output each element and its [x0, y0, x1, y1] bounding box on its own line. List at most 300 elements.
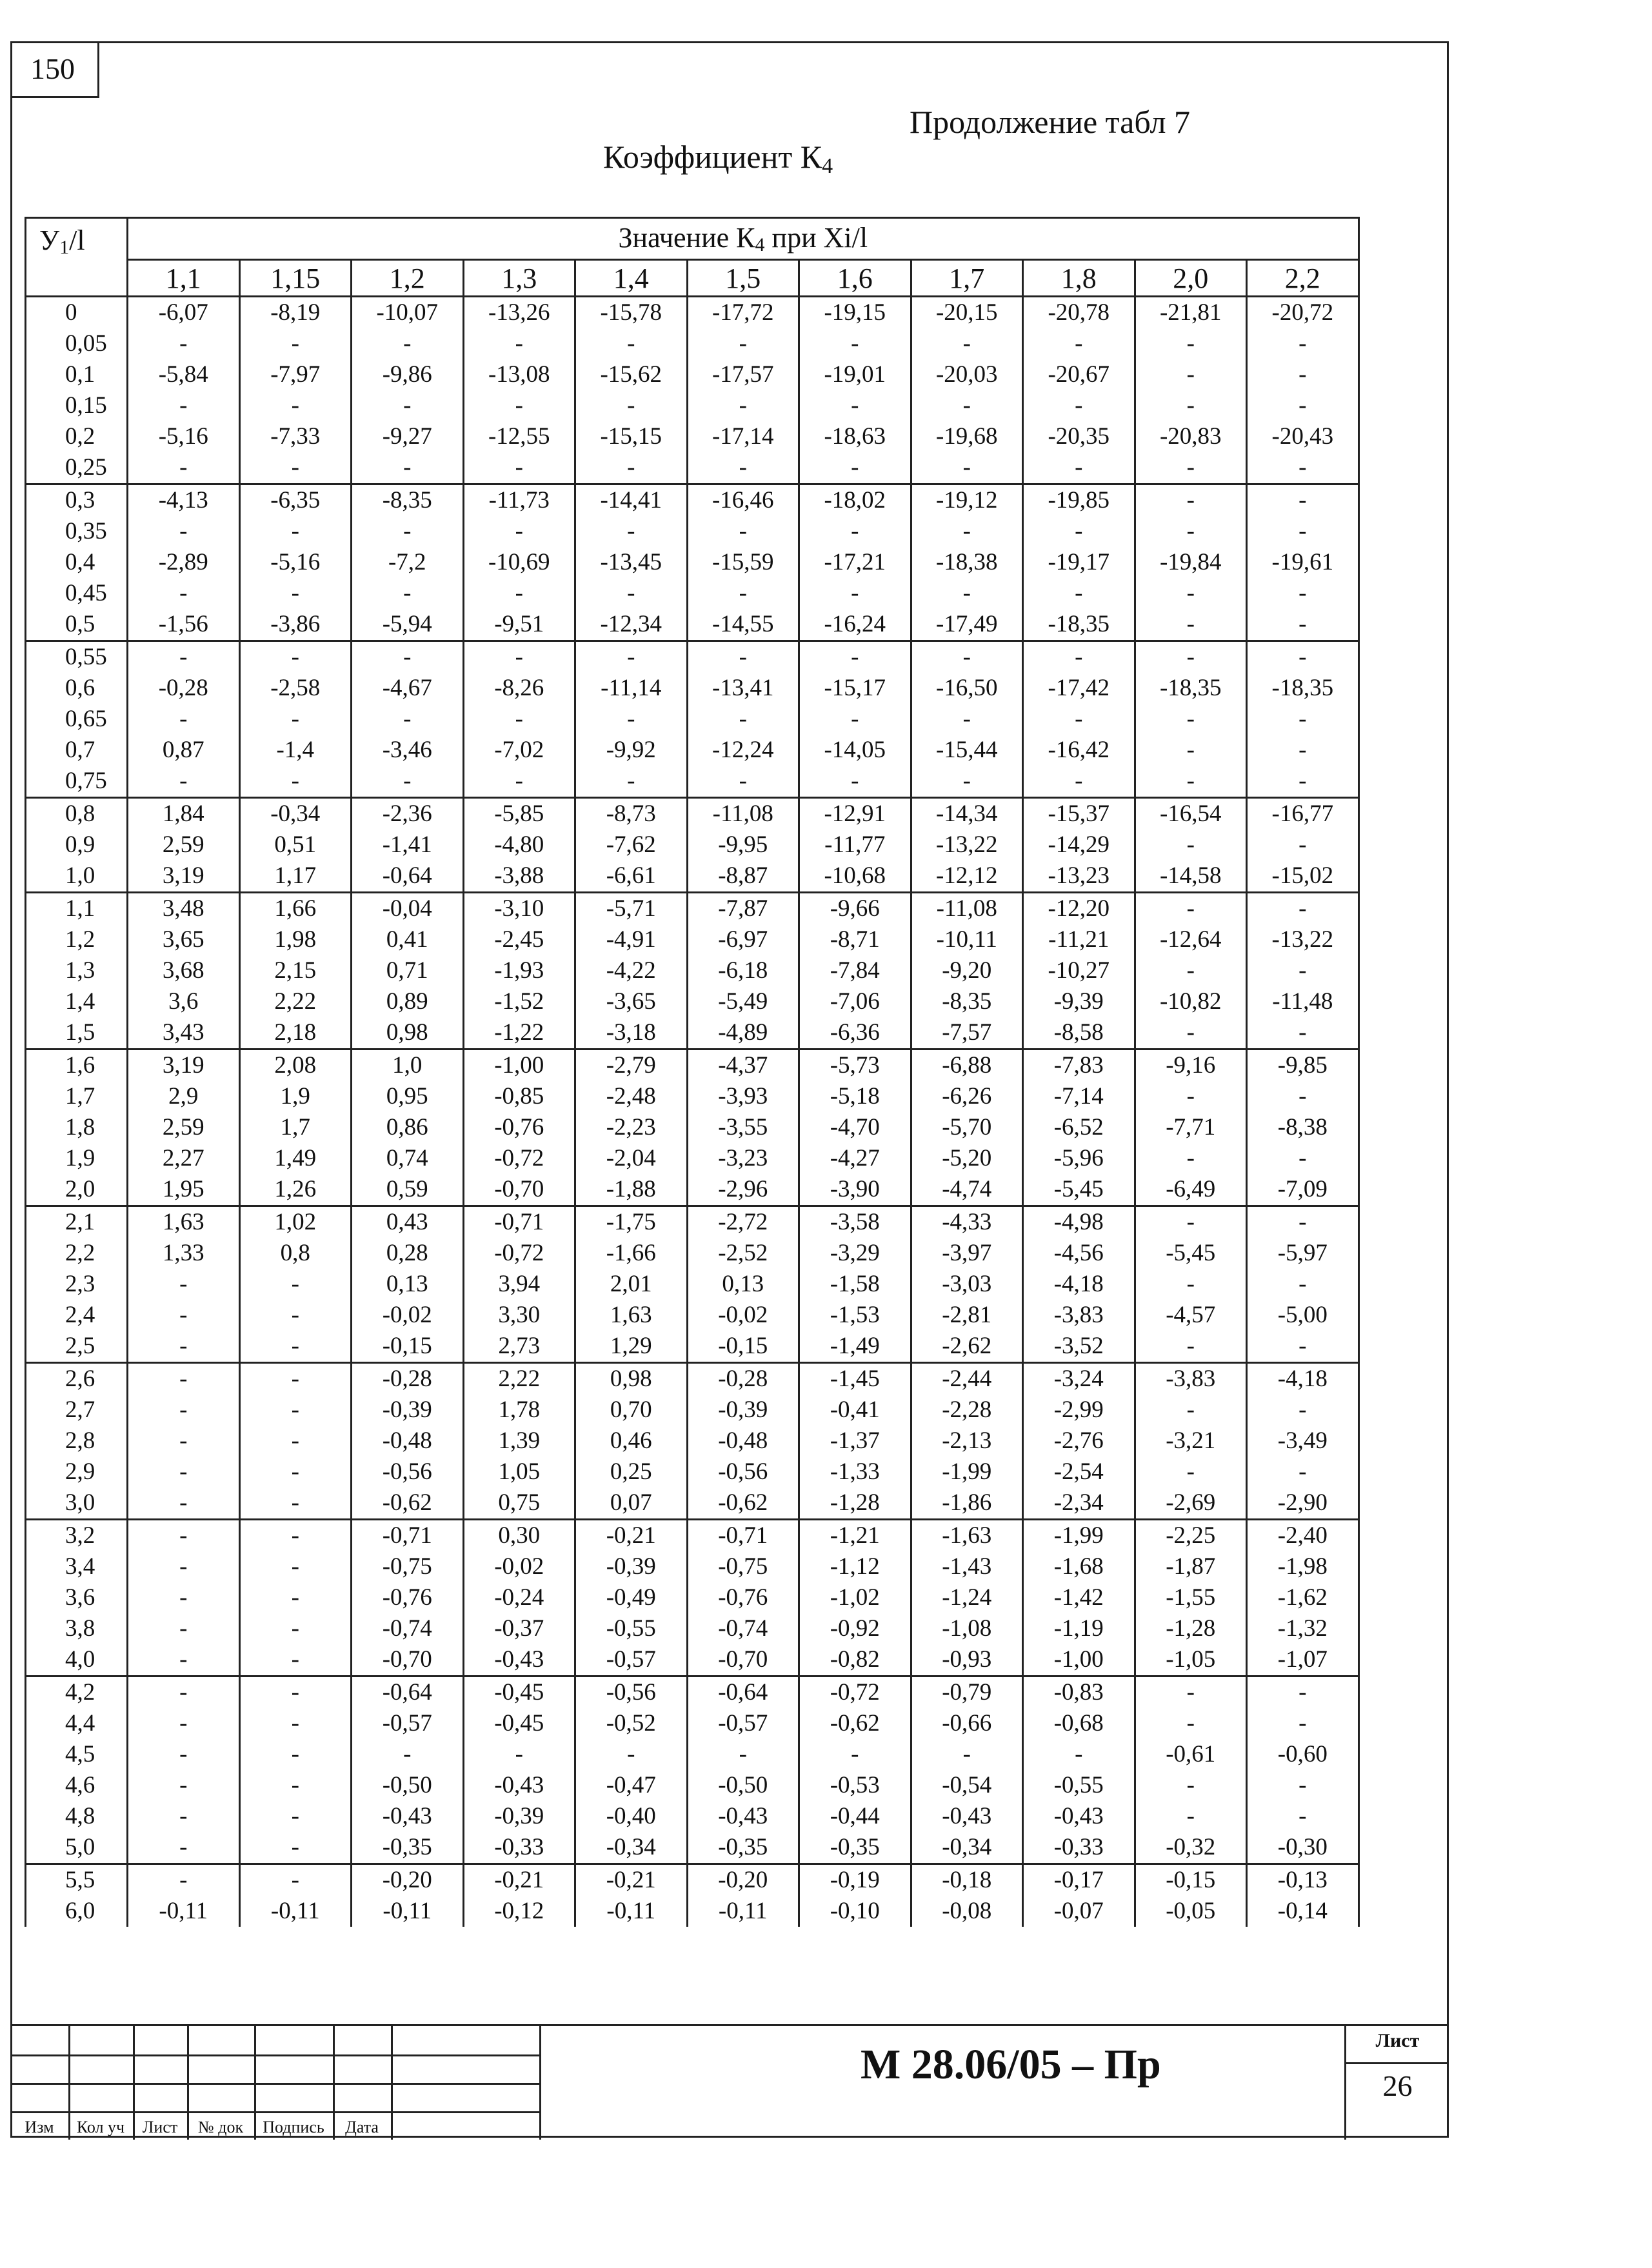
- k4-value-cell: -: [1247, 1331, 1359, 1363]
- k4-value-cell: -0,43: [463, 1770, 575, 1801]
- k4-value-cell: -1,32: [1247, 1613, 1359, 1644]
- k4-value-cell: -4,80: [463, 830, 575, 860]
- k4-value-cell: -: [352, 704, 464, 735]
- k4-value-cell: 1,33: [128, 1238, 240, 1269]
- k4-value-cell: -21,81: [1135, 297, 1247, 329]
- k4-value-cell: -: [128, 704, 240, 735]
- y-value-cell: 0,65: [26, 704, 128, 735]
- y-value-cell: 1,4: [26, 986, 128, 1017]
- k4-value-cell: -: [1135, 893, 1247, 925]
- y-header-subscript: 1: [59, 237, 70, 258]
- k4-value-cell: -0,35: [799, 1832, 911, 1864]
- k4-value-cell: -: [1135, 1770, 1247, 1801]
- k4-value-cell: -0,40: [575, 1801, 688, 1832]
- table-row: [26, 924, 1359, 955]
- k4-value-cell: -: [239, 1644, 352, 1676]
- k4-value-cell: -: [463, 766, 575, 798]
- k4-value-cell: 0,41: [352, 924, 464, 955]
- k4-value-cell: -: [1135, 955, 1247, 986]
- k4-value-cell: -0,72: [463, 1143, 575, 1174]
- k4-value-cell: -: [1247, 578, 1359, 609]
- table-row: [26, 1049, 1359, 1082]
- k4-value-cell: -: [575, 766, 688, 798]
- k4-value-cell: -0,54: [911, 1770, 1023, 1801]
- sheet-number: 26: [1382, 2069, 1413, 2102]
- k4-value-cell: -20,78: [1023, 297, 1135, 329]
- document-code: М 28.06/05 – Пр: [861, 2041, 1161, 2088]
- k4-value-cell: -2,69: [1135, 1487, 1247, 1520]
- k4-value-cell: -0,57: [352, 1708, 464, 1739]
- k4-value-cell: -: [239, 578, 352, 609]
- k4-value-cell: -0,08: [911, 1896, 1023, 1927]
- continuation-title: Продолжение табл 7: [910, 104, 1190, 140]
- k4-value-cell: -7,02: [463, 735, 575, 766]
- k4-value-cell: -0,74: [352, 1613, 464, 1644]
- k4-value-cell: -0,43: [687, 1801, 799, 1832]
- k4-value-cell: -15,59: [687, 547, 799, 578]
- k4-value-cell: -: [128, 390, 240, 421]
- k4-value-cell: -2,45: [463, 924, 575, 955]
- table-row: [26, 641, 1359, 673]
- k4-value-cell: -: [911, 766, 1023, 798]
- k4-value-cell: -2,90: [1247, 1487, 1359, 1520]
- k4-value-cell: -0,49: [575, 1582, 688, 1613]
- k4-value-cell: -: [463, 390, 575, 421]
- k4-value-cell: -7,83: [1023, 1049, 1135, 1082]
- k4-value-cell: -6,07: [128, 297, 240, 329]
- k4-value-cell: -: [1135, 1708, 1247, 1739]
- y-value-cell: 1,5: [26, 1017, 128, 1049]
- k4-value-cell: -0,41: [799, 1395, 911, 1426]
- y-value-cell: 4,8: [26, 1801, 128, 1832]
- k4-value-cell: -: [128, 1520, 240, 1552]
- k4-value-cell: -3,83: [1023, 1300, 1135, 1331]
- k4-value-cell: -0,76: [463, 1112, 575, 1143]
- y-value-cell: 0,4: [26, 547, 128, 578]
- sheet-label: Лист: [1375, 2030, 1420, 2051]
- table-row: [26, 798, 1359, 830]
- column-header: 1,3: [463, 260, 575, 297]
- table-row: [26, 955, 1359, 986]
- k4-value-cell: -2,72: [687, 1206, 799, 1238]
- k4-value-cell: 2,22: [463, 1363, 575, 1395]
- k4-value-cell: -: [239, 390, 352, 421]
- k4-value-cell: -11,14: [575, 673, 688, 704]
- k4-value-cell: -: [128, 1613, 240, 1644]
- k4-value-cell: -: [1023, 452, 1135, 484]
- k4-value-cell: 0,98: [575, 1363, 688, 1395]
- k4-value-cell: -9,95: [687, 830, 799, 860]
- k4-value-cell: -0,70: [687, 1644, 799, 1676]
- k4-value-cell: 3,30: [463, 1300, 575, 1331]
- k4-value-cell: -1,56: [128, 609, 240, 641]
- k4-value-cell: -3,88: [463, 860, 575, 893]
- k4-value-cell: -1,86: [911, 1487, 1023, 1520]
- k4-value-cell: -0,10: [799, 1896, 911, 1927]
- k4-value-cell: -3,21: [1135, 1426, 1247, 1457]
- k4-value-cell: -18,02: [799, 484, 911, 517]
- k4-value-cell: -10,27: [1023, 955, 1135, 986]
- k4-value-cell: -14,34: [911, 798, 1023, 830]
- sheet-box: [1344, 2026, 1449, 2140]
- k4-value-cell: -: [128, 1395, 240, 1426]
- k4-value-cell: -14,29: [1023, 830, 1135, 860]
- title-block-label: Лист: [142, 2118, 178, 2136]
- k4-value-cell: -: [463, 641, 575, 673]
- k4-value-cell: -: [352, 452, 464, 484]
- k4-value-cell: -8,73: [575, 798, 688, 830]
- k4-value-cell: -15,44: [911, 735, 1023, 766]
- k4-value-cell: -20,83: [1135, 421, 1247, 452]
- k4-value-cell: -: [575, 1739, 688, 1770]
- k4-value-cell: -0,62: [799, 1708, 911, 1739]
- k4-value-cell: -1,87: [1135, 1551, 1247, 1582]
- k4-value-cell: -15,17: [799, 673, 911, 704]
- k4-value-cell: -0,48: [352, 1426, 464, 1457]
- k4-value-cell: -: [911, 390, 1023, 421]
- k4-value-cell: -: [239, 1801, 352, 1832]
- k4-value-cell: -13,23: [1023, 860, 1135, 893]
- y-value-cell: 2,5: [26, 1331, 128, 1363]
- k4-value-cell: -3,65: [575, 986, 688, 1017]
- y-column-header: [26, 218, 128, 297]
- k4-value-cell: -0,05: [1135, 1896, 1247, 1927]
- k4-value-cell: 3,19: [128, 1049, 240, 1082]
- k4-value-cell: -: [463, 452, 575, 484]
- k4-value-cell: -0,43: [463, 1644, 575, 1676]
- k4-value-cell: -: [1135, 452, 1247, 484]
- y-value-cell: 0,25: [26, 452, 128, 484]
- k4-value-cell: -11,73: [463, 484, 575, 517]
- k4-value-cell: -3,55: [687, 1112, 799, 1143]
- k4-value-cell: -: [352, 641, 464, 673]
- k4-value-cell: 1,63: [575, 1300, 688, 1331]
- k4-value-cell: -20,03: [911, 359, 1023, 390]
- k4-value-cell: 1,98: [239, 924, 352, 955]
- k4-value-cell: -: [239, 1582, 352, 1613]
- k4-value-cell: -1,37: [799, 1426, 911, 1457]
- k4-value-cell: -4,13: [128, 484, 240, 517]
- k4-value-cell: -18,35: [1135, 673, 1247, 704]
- k4-value-cell: -0,71: [463, 1206, 575, 1238]
- k4-value-cell: -: [352, 766, 464, 798]
- k4-value-cell: -: [799, 390, 911, 421]
- k4-value-cell: -5,96: [1023, 1143, 1135, 1174]
- title-block-label: Дата: [345, 2118, 379, 2136]
- k4-value-cell: -: [128, 1582, 240, 1613]
- k4-value-cell: -0,64: [352, 1676, 464, 1709]
- k4-value-cell: -0,56: [687, 1457, 799, 1487]
- k4-value-cell: -12,91: [799, 798, 911, 830]
- k4-value-cell: -: [239, 1708, 352, 1739]
- k4-value-cell: -1,45: [799, 1363, 911, 1395]
- k4-value-cell: -9,92: [575, 735, 688, 766]
- k4-value-cell: -3,58: [799, 1206, 911, 1238]
- k4-value-cell: 2,9: [128, 1081, 240, 1112]
- k4-value-cell: -1,02: [799, 1582, 911, 1613]
- k4-value-cell: -: [1247, 1081, 1359, 1112]
- k4-value-cell: -: [575, 704, 688, 735]
- table-row: [26, 704, 1359, 735]
- k4-value-cell: -: [128, 1864, 240, 1896]
- k4-value-cell: -: [352, 516, 464, 547]
- k4-value-cell: -: [239, 1676, 352, 1709]
- k4-value-cell: -0,21: [575, 1520, 688, 1552]
- k4-value-cell: -4,18: [1247, 1363, 1359, 1395]
- k4-value-cell: -0,04: [352, 893, 464, 925]
- column-header: 1,4: [575, 260, 688, 297]
- k4-value-cell: -0,76: [687, 1582, 799, 1613]
- k4-value-cell: -3,10: [463, 893, 575, 925]
- k4-value-cell: -18,35: [1247, 673, 1359, 704]
- y-value-cell: 0,2: [26, 421, 128, 452]
- k4-value-cell: -0,55: [575, 1613, 688, 1644]
- k4-value-cell: -12,34: [575, 609, 688, 641]
- k4-value-cell: -: [1135, 609, 1247, 641]
- k4-value-cell: -1,12: [799, 1551, 911, 1582]
- k4-value-cell: -: [1135, 578, 1247, 609]
- k4-value-cell: -7,57: [911, 1017, 1023, 1049]
- k4-value-cell: -7,84: [799, 955, 911, 986]
- y-value-cell: 0: [26, 297, 128, 329]
- k4-value-cell: -: [1247, 830, 1359, 860]
- k4-value-cell: -: [687, 766, 799, 798]
- table-row: [26, 359, 1359, 390]
- k4-value-cell: -2,54: [1023, 1457, 1135, 1487]
- k4-value-cell: -1,08: [911, 1613, 1023, 1644]
- k4-value-cell: -16,46: [687, 484, 799, 517]
- k4-value-cell: -: [687, 641, 799, 673]
- y-value-cell: 0,9: [26, 830, 128, 860]
- k4-value-cell: -2,81: [911, 1300, 1023, 1331]
- k4-value-cell: -: [799, 704, 911, 735]
- k4-value-cell: -0,48: [687, 1426, 799, 1457]
- k4-value-cell: -: [1247, 704, 1359, 735]
- k4-value-cell: -3,23: [687, 1143, 799, 1174]
- k4-value-cell: -2,23: [575, 1112, 688, 1143]
- k4-value-cell: -0,50: [687, 1770, 799, 1801]
- k4-value-cell: -1,28: [799, 1487, 911, 1520]
- k4-value-cell: 1,02: [239, 1206, 352, 1238]
- k4-value-cell: -: [463, 578, 575, 609]
- k4-value-cell: -: [128, 452, 240, 484]
- k4-value-cell: -5,45: [1135, 1238, 1247, 1269]
- y-value-cell: 0,5: [26, 609, 128, 641]
- k4-value-cell: -1,66: [575, 1238, 688, 1269]
- k4-value-cell: 0,98: [352, 1017, 464, 1049]
- table-row: [26, 1770, 1359, 1801]
- k4-value-cell: -0,11: [575, 1896, 688, 1927]
- k4-value-cell: -12,12: [911, 860, 1023, 893]
- y-value-cell: 0,35: [26, 516, 128, 547]
- k4-value-cell: -2,76: [1023, 1426, 1135, 1457]
- k4-value-cell: -0,83: [1023, 1676, 1135, 1709]
- k4-value-cell: -2,52: [687, 1238, 799, 1269]
- table-row: [26, 452, 1359, 484]
- k4-value-cell: -13,22: [911, 830, 1023, 860]
- k4-value-cell: -: [1247, 641, 1359, 673]
- k4-value-cell: -: [911, 516, 1023, 547]
- k4-value-cell: -7,62: [575, 830, 688, 860]
- k4-value-cell: -: [911, 704, 1023, 735]
- k4-value-cell: -: [1135, 641, 1247, 673]
- k4-value-cell: -15,37: [1023, 798, 1135, 830]
- k4-value-cell: -1,43: [911, 1551, 1023, 1582]
- k4-value-cell: -7,71: [1135, 1112, 1247, 1143]
- k4-value-cell: -2,48: [575, 1081, 688, 1112]
- k4-value-cell: -0,17: [1023, 1864, 1135, 1896]
- y-value-cell: 1,9: [26, 1143, 128, 1174]
- k4-value-cell: -19,17: [1023, 547, 1135, 578]
- k4-value-cell: -: [128, 1801, 240, 1832]
- k4-value-cell: -: [239, 1269, 352, 1300]
- column-header: 1,15: [239, 260, 352, 297]
- k4-value-cell: 0,8: [239, 1238, 352, 1269]
- k4-value-cell: -1,68: [1023, 1551, 1135, 1582]
- y-header-text: У: [39, 224, 60, 256]
- k4-value-cell: -9,39: [1023, 986, 1135, 1017]
- k4-value-cell: -: [1135, 766, 1247, 798]
- k4-value-cell: -11,48: [1247, 986, 1359, 1017]
- k4-value-cell: -19,12: [911, 484, 1023, 517]
- k4-value-cell: -5,49: [687, 986, 799, 1017]
- k4-value-cell: -4,57: [1135, 1300, 1247, 1331]
- k4-value-cell: -: [239, 641, 352, 673]
- k4-value-cell: -5,70: [911, 1112, 1023, 1143]
- k4-value-cell: -6,52: [1023, 1112, 1135, 1143]
- k4-value-cell: 1,84: [128, 798, 240, 830]
- k4-value-cell: -6,97: [687, 924, 799, 955]
- k4-value-cell: -0,52: [575, 1708, 688, 1739]
- table-row: [26, 1832, 1359, 1864]
- k4-value-cell: -: [1023, 516, 1135, 547]
- k4-value-cell: -1,58: [799, 1269, 911, 1300]
- k4-value-cell: -0,64: [687, 1676, 799, 1709]
- k4-value-cell: 0,30: [463, 1520, 575, 1552]
- k4-value-cell: -7,06: [799, 986, 911, 1017]
- k4-value-cell: -3,18: [575, 1017, 688, 1049]
- k4-value-cell: -19,68: [911, 421, 1023, 452]
- k4-value-cell: -0,20: [352, 1864, 464, 1896]
- k4-value-cell: -1,63: [911, 1520, 1023, 1552]
- k4-value-cell: 2,22: [239, 986, 352, 1017]
- table-row: [26, 1487, 1359, 1520]
- k4-value-cell: -9,20: [911, 955, 1023, 986]
- k4-value-cell: -0,43: [911, 1801, 1023, 1832]
- k4-value-cell: -0,34: [911, 1832, 1023, 1864]
- k4-value-cell: -13,08: [463, 359, 575, 390]
- k4-value-cell: -0,15: [1135, 1864, 1247, 1896]
- k4-value-cell: 0,87: [128, 735, 240, 766]
- k4-value-cell: -0,45: [463, 1708, 575, 1739]
- k4-value-cell: -0,14: [1247, 1896, 1359, 1927]
- k4-value-cell: -: [1023, 328, 1135, 359]
- k4-value-cell: -: [463, 1739, 575, 1770]
- k4-value-cell: -16,77: [1247, 798, 1359, 830]
- k4-value-cell: 0,59: [352, 1174, 464, 1206]
- k4-value-cell: -1,22: [463, 1017, 575, 1049]
- k4-value-cell: -: [128, 1708, 240, 1739]
- k4-value-cell: -: [239, 1613, 352, 1644]
- k4-value-cell: -0,66: [911, 1708, 1023, 1739]
- k4-value-cell: 0,89: [352, 986, 464, 1017]
- k4-value-cell: -: [352, 328, 464, 359]
- k4-value-cell: -17,14: [687, 421, 799, 452]
- k4-value-cell: -6,26: [911, 1081, 1023, 1112]
- y-value-cell: 3,0: [26, 1487, 128, 1520]
- k4-value-cell: -: [1135, 1143, 1247, 1174]
- k4-value-cell: -3,52: [1023, 1331, 1135, 1363]
- k4-value-cell: -7,97: [239, 359, 352, 390]
- k4-value-cell: -0,13: [1247, 1864, 1359, 1896]
- k4-value-cell: -0,68: [1023, 1708, 1135, 1739]
- y-value-cell: 5,5: [26, 1864, 128, 1896]
- k4-value-cell: -16,24: [799, 609, 911, 641]
- k4-value-cell: -0,37: [463, 1613, 575, 1644]
- k4-value-cell: 1,29: [575, 1331, 688, 1363]
- k4-value-cell: -13,45: [575, 547, 688, 578]
- k4-value-cell: -7,2: [352, 547, 464, 578]
- table-row: [26, 578, 1359, 609]
- title-block-label: Кол уч: [76, 2118, 125, 2136]
- k4-value-cell: -9,27: [352, 421, 464, 452]
- table-row: [26, 547, 1359, 578]
- k4-value-cell: -: [799, 766, 911, 798]
- y-value-cell: 3,2: [26, 1520, 128, 1552]
- k4-value-cell: -1,53: [799, 1300, 911, 1331]
- k4-value-cell: -: [128, 1644, 240, 1676]
- k4-value-cell: -1,99: [911, 1457, 1023, 1487]
- y-value-cell: 4,5: [26, 1739, 128, 1770]
- k4-value-cell: -0,02: [352, 1300, 464, 1331]
- title-block-label: Изм: [25, 2118, 54, 2136]
- y-value-cell: 0,55: [26, 641, 128, 673]
- k4-value-cell: -0,28: [352, 1363, 464, 1395]
- k4-value-cell: -: [1135, 516, 1247, 547]
- k4-value-cell: -0,19: [799, 1864, 911, 1896]
- k4-value-cell: -7,33: [239, 421, 352, 452]
- k4-value-cell: -: [1247, 390, 1359, 421]
- k4-value-cell: -6,36: [799, 1017, 911, 1049]
- k4-value-cell: -: [1023, 641, 1135, 673]
- k4-value-cell: -20,67: [1023, 359, 1135, 390]
- k4-value-cell: -: [463, 516, 575, 547]
- k4-value-cell: -: [239, 1426, 352, 1457]
- table-row: [26, 1551, 1359, 1582]
- k4-value-cell: -5,16: [239, 547, 352, 578]
- y-value-cell: 2,8: [26, 1426, 128, 1457]
- k4-value-cell: -6,18: [687, 955, 799, 986]
- k4-value-cell: -0,21: [575, 1864, 688, 1896]
- k4-value-cell: -9,85: [1247, 1049, 1359, 1082]
- y-value-cell: 5,0: [26, 1832, 128, 1864]
- k4-value-cell: -: [128, 1457, 240, 1487]
- k4-value-cell: -3,93: [687, 1081, 799, 1112]
- k4-value-cell: -0,75: [687, 1551, 799, 1582]
- table-row: [26, 1708, 1359, 1739]
- grid-line: [539, 2026, 541, 2140]
- k4-value-cell: -0,11: [352, 1896, 464, 1927]
- k4-value-cell: -15,02: [1247, 860, 1359, 893]
- k4-value-cell: -14,58: [1135, 860, 1247, 893]
- k4-value-cell: -11,77: [799, 830, 911, 860]
- k4-value-cell: -: [687, 1739, 799, 1770]
- k4-value-cell: -16,42: [1023, 735, 1135, 766]
- k4-value-cell: -: [1247, 1770, 1359, 1801]
- y-value-cell: 1,3: [26, 955, 128, 986]
- k4-value-cell: -: [1135, 359, 1247, 390]
- k4-value-cell: -2,34: [1023, 1487, 1135, 1520]
